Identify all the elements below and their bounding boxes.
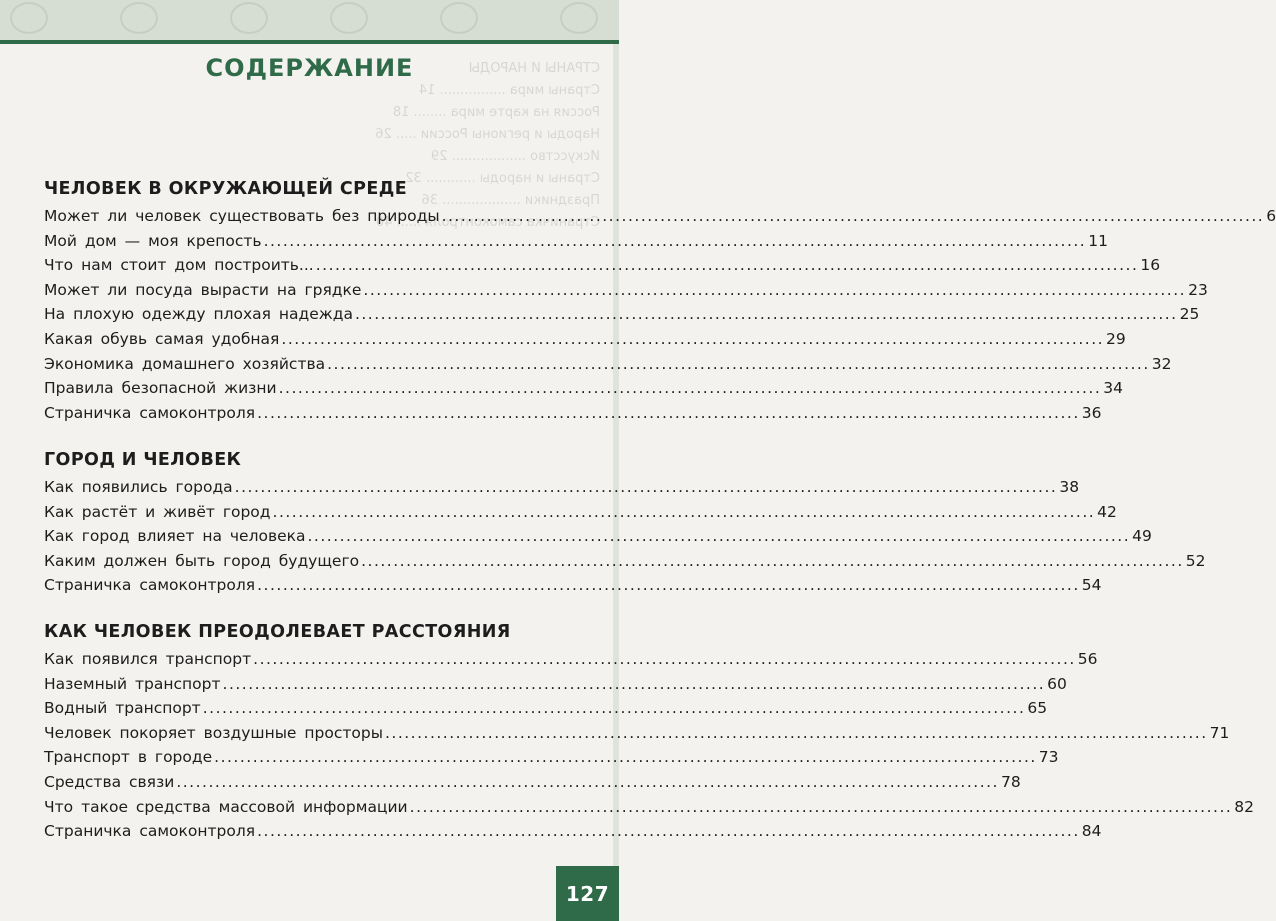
toc-entry [44, 401, 1102, 426]
toc-entry-title: Средства связи [44, 772, 175, 791]
decorative-globe-icon [10, 2, 48, 34]
toc-entry-page: 16 [1140, 256, 1161, 275]
toc-entry-page: 49 [1132, 527, 1152, 546]
dot-leader [279, 376, 1102, 401]
toc-entry [44, 376, 1124, 401]
section-heading: ГОРОД И ЧЕЛОВЕК [44, 450, 242, 470]
toc-entry-title: Что нам стоит дом построить... [44, 256, 314, 275]
toc-entry [44, 327, 1126, 352]
toc-entry-page: 73 [1038, 748, 1059, 767]
toc-entry-page: 42 [1097, 502, 1117, 521]
toc-entry-page: 38 [1059, 478, 1080, 496]
toc-entry-page: 60 [1047, 674, 1067, 693]
dot-leader [361, 549, 1184, 574]
toc-entry-title: Водный транспорт [44, 699, 201, 718]
toc-section-1 [44, 174, 1276, 425]
toc-entry-page: 78 [1000, 772, 1021, 791]
dot-leader [385, 721, 1208, 746]
toc-entry [44, 475, 1080, 500]
dot-leader [203, 696, 1026, 721]
dot-leader [257, 819, 1080, 844]
toc-entry [44, 253, 1161, 278]
toc-entry-title: Какая обувь самая удобная [44, 329, 280, 348]
bleed-through-text: СТРАНЫ И НАРОДЫ Страны мира ................ 14 Россия на карте мира ........ 18 Народы и регионы России ..... 26 Искусство .................. 29 Страны и народы ............ 32 Праздники ................... 36 Страничка самоконтроля ...... 40 [375, 61, 600, 230]
toc-entry [44, 745, 1059, 770]
toc-entry-page: 84 [1081, 822, 1102, 841]
toc-section-3 [44, 617, 1255, 844]
toc-entry-page: 32 [1151, 354, 1172, 373]
toc-entry-page: 25 [1179, 305, 1200, 324]
dot-leader [355, 302, 1178, 327]
toc-entry-page: 82 [1234, 797, 1255, 816]
dot-leader [257, 573, 1080, 598]
dot-leader [253, 647, 1076, 672]
toc-entry-title: Правила безопасной жизни [44, 379, 277, 398]
dot-leader [363, 278, 1186, 303]
toc-entry [44, 770, 1021, 795]
toc-section-2 [44, 445, 1206, 598]
toc-entry [44, 524, 1152, 549]
dot-leader [316, 253, 1139, 278]
toc-entry-title: Страничка самоконтроля [44, 822, 256, 841]
toc-entry [44, 302, 1200, 327]
decorative-bus-icon [440, 2, 478, 34]
toc-entry-page: 56 [1077, 650, 1098, 668]
toc-entry-title: Как появились города [44, 478, 233, 496]
toc-entry [44, 278, 1208, 303]
toc-entry-page: 54 [1081, 576, 1102, 595]
dot-leader [410, 795, 1233, 820]
toc-entry-title: Как появился транспорт [44, 650, 252, 668]
toc-entry-title: Наземный транспорт [44, 674, 221, 693]
toc-entry [44, 352, 1172, 377]
dot-leader [257, 401, 1080, 426]
toc-entry-title: Страничка самоконтроля [44, 403, 256, 422]
dot-leader [327, 352, 1150, 377]
toc-entry [44, 229, 1108, 254]
toc-entry [44, 721, 1230, 746]
top-decorative-band [0, 0, 619, 40]
toc-entry-title: Экономика домашнего хозяйства [44, 354, 326, 373]
toc-entry-page: 34 [1103, 379, 1124, 398]
toc-entry-page: 36 [1081, 403, 1102, 422]
toc-entry-title: На плохую одежду плохая надежда [44, 305, 353, 324]
toc-entry [44, 647, 1098, 672]
toc-entry [44, 819, 1102, 844]
toc-entry [44, 696, 1048, 721]
decorative-globe-icon [560, 2, 598, 34]
toc-entry [44, 795, 1255, 820]
toc-entry [44, 573, 1102, 598]
toc-entry-title: Каким должен быть город будущего [44, 551, 360, 570]
toc-entry [44, 672, 1067, 697]
page-number-badge: 127 [556, 866, 619, 921]
decorative-globe-icon [120, 2, 158, 34]
toc-entry [44, 549, 1206, 574]
toc-entry-title: Как растёт и живёт город [44, 502, 271, 521]
toc-entry-page: 6 [1266, 207, 1276, 225]
toc-entry [44, 500, 1117, 525]
section-heading: КАК ЧЕЛОВЕК ПРЕОДОЛЕВАЕТ РАССТОЯНИЯ [44, 622, 511, 642]
dot-leader [281, 327, 1104, 352]
toc-entry-page: 71 [1209, 723, 1230, 742]
toc-entry-page: 23 [1188, 280, 1208, 299]
dot-leader [176, 770, 999, 795]
dot-leader [235, 475, 1058, 500]
toc-entry-page: 29 [1106, 329, 1126, 348]
toc-entry-title: Может ли посуда вырасти на грядке [44, 280, 362, 299]
toc-entry-title: Страничка самоконтроля [44, 576, 256, 595]
toc-entry-title: Мой дом — моя крепость [44, 231, 262, 250]
toc-entry-page: 65 [1027, 699, 1048, 718]
toc-entry-title: Транспорт в городе [44, 748, 213, 767]
dot-leader [308, 524, 1131, 549]
decorative-globe-icon [230, 2, 268, 34]
toc-entry-title: Может ли человек существовать без природы [44, 207, 440, 225]
page-title: СОДЕРЖАНИЕ [205, 54, 414, 82]
toc-entry-page: 52 [1185, 551, 1206, 570]
dot-leader [264, 229, 1087, 254]
section-heading: ЧЕЛОВЕК В ОКРУЖАЮЩЕЙ СРЕДЕ [44, 179, 408, 199]
dot-leader [442, 204, 1265, 229]
toc-entry-title: Человек покоряет воздушные просторы [44, 723, 383, 742]
dot-leader [273, 500, 1096, 525]
dot-leader [223, 672, 1046, 697]
decorative-globe-icon [330, 2, 368, 34]
top-rule [0, 40, 619, 44]
toc-entry-page: 11 [1088, 231, 1108, 250]
toc-entry-title: Как город влияет на человека [44, 527, 306, 546]
toc-entry-title: Что такое средства массовой информации [44, 797, 408, 816]
dot-leader [214, 745, 1037, 770]
toc-entry [44, 204, 1276, 229]
